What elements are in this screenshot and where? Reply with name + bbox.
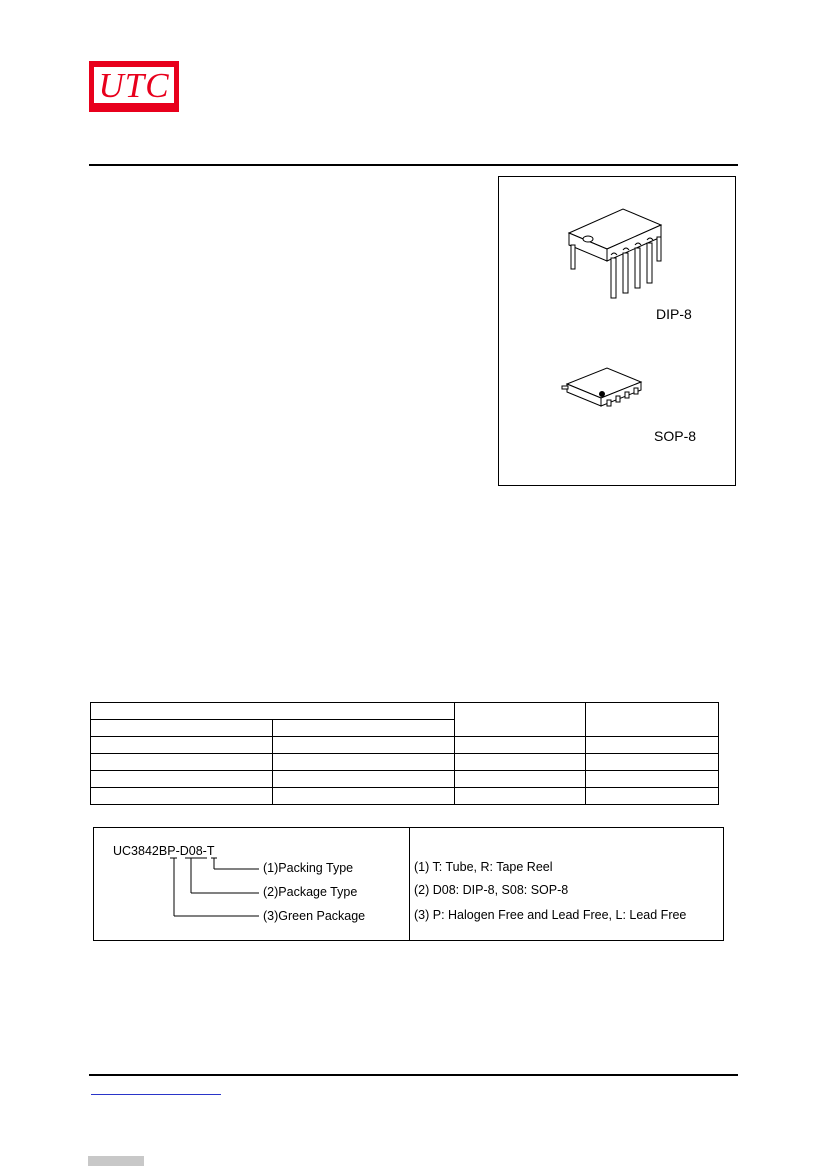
part-separator: - — [202, 844, 207, 858]
table-cell — [586, 754, 719, 771]
footer-page-marker — [88, 1156, 144, 1166]
table-cell — [273, 754, 455, 771]
dip8-label: DIP-8 — [656, 306, 692, 322]
table-row — [91, 703, 719, 720]
part-green-flag: BP — [158, 844, 176, 858]
table-row — [91, 737, 719, 754]
utc-logo — [89, 61, 179, 112]
table-cell — [273, 771, 455, 788]
table-cell — [455, 788, 586, 805]
table-row — [91, 754, 719, 771]
table-cell — [91, 703, 455, 720]
packing-type-label: (1)Packing Type — [263, 861, 354, 875]
part-separator: - — [175, 844, 180, 858]
table-cell — [91, 720, 273, 737]
table-cell — [273, 737, 455, 754]
table-cell — [586, 737, 719, 754]
package-type-label: (2)Package Type — [263, 885, 358, 899]
package-illustration-box — [498, 176, 736, 486]
part-packing: T — [206, 844, 215, 858]
part-number-decoder-box — [93, 827, 724, 941]
table-cell — [273, 788, 455, 805]
header-rule — [89, 164, 738, 166]
table-cell — [455, 754, 586, 771]
packing-type-value: (1) T: Tube, R: Tape Reel — [414, 860, 553, 874]
table-cell — [455, 703, 586, 737]
footer-rule — [89, 1074, 738, 1076]
table-row — [91, 788, 719, 805]
table-cell — [455, 771, 586, 788]
decoder-divider — [409, 828, 410, 940]
table-cell — [91, 788, 273, 805]
table-cell — [91, 737, 273, 754]
part-package: D08 — [179, 844, 203, 858]
utc-logo-text: UTC — [94, 67, 174, 103]
footer-website-link[interactable] — [91, 1082, 221, 1095]
table-cell — [91, 771, 273, 788]
table-cell — [273, 720, 455, 737]
ordering-info-table — [90, 702, 719, 805]
part-number — [113, 844, 214, 858]
table-row — [91, 771, 719, 788]
green-package-value: (3) P: Halogen Free and Lead Free, L: Lead Free — [414, 908, 687, 922]
table-cell — [91, 754, 273, 771]
package-type-value: (2) D08: DIP-8, S08: SOP-8 — [414, 883, 569, 897]
part-prefix: UC3842 — [113, 844, 159, 858]
green-package-label: (3)Green Package — [263, 909, 366, 923]
sop8-label: SOP-8 — [654, 428, 697, 444]
sop8-package-icon — [561, 366, 651, 422]
table-cell — [586, 771, 719, 788]
table-cell — [455, 737, 586, 754]
table-cell — [586, 703, 719, 737]
dip8-package-icon — [563, 203, 673, 303]
table-cell — [586, 788, 719, 805]
